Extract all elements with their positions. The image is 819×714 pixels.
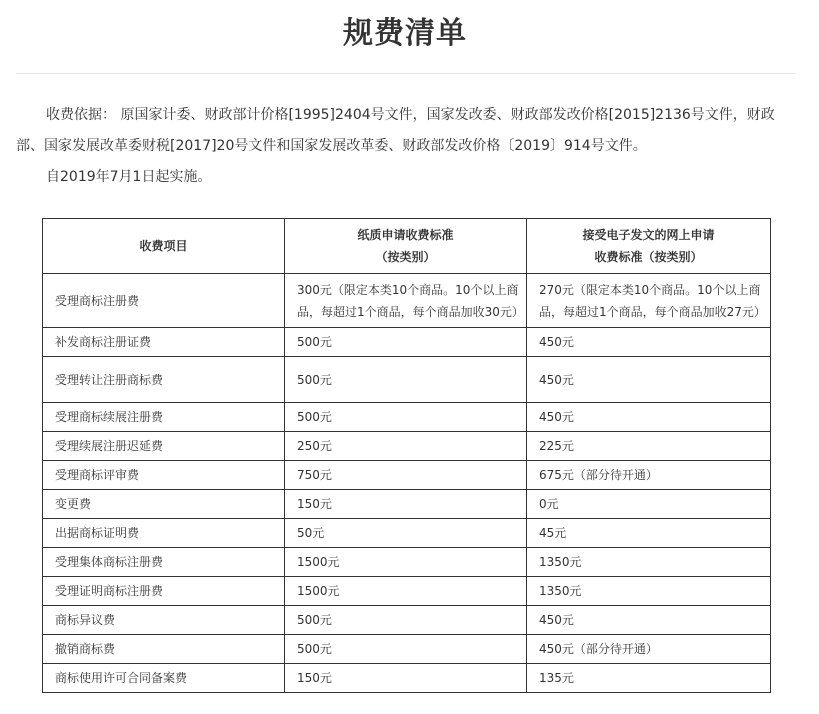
header-paper-line2: （按类别）: [375, 250, 436, 264]
fee-item-name: 受理商标注册费: [43, 274, 285, 328]
table-row: [43, 548, 771, 577]
header-item-label: 收费项目: [139, 239, 188, 253]
fee-item-name: 受理商标续展注册费: [43, 403, 285, 432]
fee-table: [42, 218, 771, 693]
header-online-line1: 接受电子发文的网上申请: [582, 228, 715, 242]
fee-item-name: 受理转让注册商标费: [43, 357, 285, 403]
table-header-row: [43, 219, 771, 274]
fee-item-name: 补发商标注册证费: [43, 328, 285, 357]
table-row: [43, 519, 771, 548]
paper-fee: 250元: [285, 432, 527, 461]
paper-fee: 750元: [285, 461, 527, 490]
effective-date-paragraph: 自2019年7月1日起实施。: [46, 169, 212, 185]
fee-item-name: 出据商标证明费: [43, 519, 285, 548]
paper-fee: 50元: [285, 519, 527, 548]
header-paper-fee: [285, 219, 527, 274]
table-row: [43, 635, 771, 664]
table-row: [43, 490, 771, 519]
paper-fee: 300元（限定本类10个商品。10个以上商品，每超过1个商品，每个商品加收30元）: [285, 274, 527, 328]
fee-item-name: 变更费: [43, 490, 285, 519]
online-fee: 675元（部分待开通）: [527, 461, 771, 490]
fee-basis-paragraph: 收费依据： 原国家计委、财政部计价格[1995]2404号文件，国家发改委、财政部发改价格[2015]2136号文件，财政部、国家发展改革委财税[2017]20号文件和国家发展改革委、财政部发改价格〔2019〕914号文件。: [16, 107, 775, 154]
paper-fee: 500元: [285, 606, 527, 635]
online-fee: 450元: [527, 357, 771, 403]
fee-item-name: 受理商标评审费: [43, 461, 285, 490]
online-fee: 1350元: [527, 577, 771, 606]
fee-item-name: 受理证明商标注册费: [43, 577, 285, 606]
online-fee: 45元: [527, 519, 771, 548]
header-online-line2: 收费标准（按类别）: [594, 250, 703, 264]
header-item: [43, 219, 285, 274]
paper-fee: 500元: [285, 357, 527, 403]
online-fee: 450元: [527, 606, 771, 635]
fee-item-name: 受理集体商标注册费: [43, 548, 285, 577]
intro-text: [16, 100, 798, 193]
header-online-fee: [527, 219, 771, 274]
online-fee: 135元: [527, 664, 771, 693]
paper-fee: 1500元: [285, 577, 527, 606]
table-row: [43, 606, 771, 635]
fee-item-name: 撤销商标费: [43, 635, 285, 664]
table-row: [43, 403, 771, 432]
online-fee: 450元（部分待开通）: [527, 635, 771, 664]
paper-fee: 500元: [285, 403, 527, 432]
online-fee: 1350元: [527, 548, 771, 577]
table-row: [43, 328, 771, 357]
page-title: 规费清单: [343, 16, 467, 51]
table-row: [43, 664, 771, 693]
table-row: [43, 461, 771, 490]
fee-item-name: 商标使用许可合同备案费: [43, 664, 285, 693]
paper-fee: 1500元: [285, 548, 527, 577]
paper-fee: 150元: [285, 490, 527, 519]
table-row: [43, 432, 771, 461]
table-row: [43, 357, 771, 403]
online-fee: 450元: [527, 403, 771, 432]
online-fee: 225元: [527, 432, 771, 461]
paper-fee: 500元: [285, 635, 527, 664]
title-divider: [16, 73, 796, 74]
online-fee: 270元（限定本类10个商品。10个以上商品，每超过1个商品，每个商品加收27元）: [527, 274, 771, 328]
header-paper-line1: 纸质申请收费标准: [357, 228, 454, 242]
online-fee: 0元: [527, 490, 771, 519]
table-row: [43, 274, 771, 328]
fee-item-name: 商标异议费: [43, 606, 285, 635]
table-row: [43, 577, 771, 606]
paper-fee: 150元: [285, 664, 527, 693]
paper-fee: 500元: [285, 328, 527, 357]
fee-item-name: 受理续展注册迟延费: [43, 432, 285, 461]
online-fee: 450元: [527, 328, 771, 357]
